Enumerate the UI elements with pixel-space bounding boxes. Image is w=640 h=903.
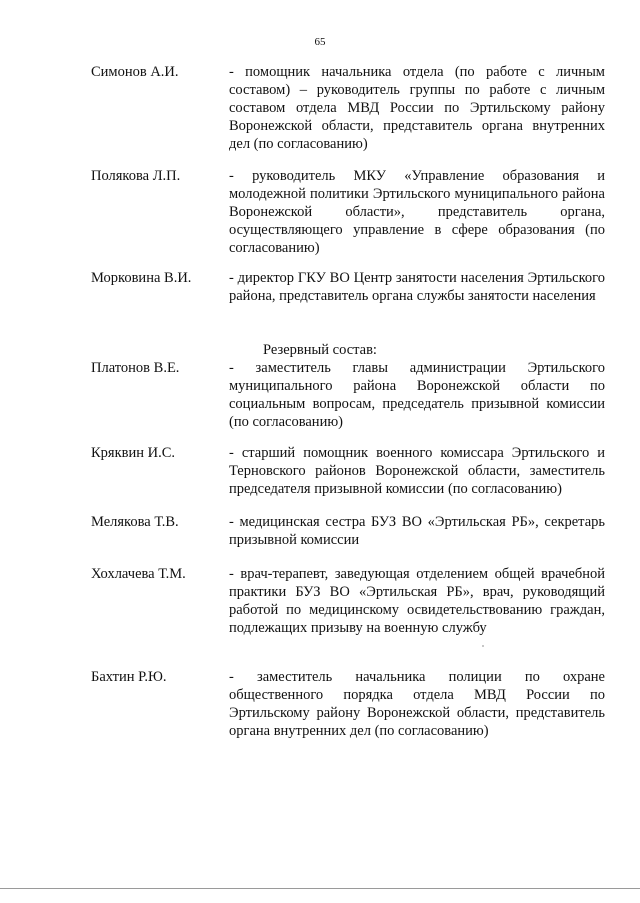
member-name: Платонов В.Е. (91, 360, 180, 376)
scan-artifact-dot (482, 645, 484, 647)
member-description: - заместитель главы администрации Эртильского муниципального района Воронежской области по социальным вопросам, председатель призывной комиссии (по согласованию) (229, 360, 605, 430)
member-name: Симонов А.И. (91, 64, 179, 80)
member-description: - заместитель начальника полиции по охране общественного порядка отдела МВД России по Эртильскому району Воронежской области, представитель органа внутренних дел (по согласованию) (229, 669, 605, 739)
member-description: - помощник начальника отдела (по работе с личным составом) – руководитель группы по работе с личным составом отдела МВД России по Эртильскому району Воронежской области, представитель органа внутренних дел (по согласованию) (229, 64, 605, 152)
member-name: Хохлачева Т.М. (91, 566, 186, 582)
member-name: Полякова Л.П. (91, 168, 181, 184)
member-name: Морковина В.И. (91, 270, 192, 286)
member-description: - старший помощник военного комиссара Эртильского и Терновского районов Воронежской области, заместитель председателя призывной комиссии (по согласованию) (229, 445, 605, 497)
member-name: Бахтин Р.Ю. (91, 669, 167, 685)
member-description: - руководитель МКУ «Управление образования и молодежной политики Эртильского муниципального района Воронежской области», представитель органа, осуществляющего управление в сфере образования (по согласованию) (229, 168, 605, 256)
member-description: - медицинская сестра БУЗ ВО «Эртильская РБ», секретарь призывной комиссии (229, 514, 605, 548)
member-description: - директор ГКУ ВО Центр занятости населения Эртильского района, представитель органа службы занятости населения (229, 270, 605, 304)
page-number: 65 (314, 36, 326, 48)
member-description: - врач-терапевт, заведующая отделением общей врачебной практики БУЗ ВО «Эртильская РБ», врач, руководящий работой по медицинскому освидетельствованию граждан, подлежащих призыву на военную службу (229, 566, 605, 636)
reserve-section-title: Резервный состав: (263, 342, 377, 358)
member-name: Мелякова Т.В. (91, 514, 179, 530)
page-bottom-edge (0, 888, 640, 889)
member-name: Кряквин И.С. (91, 445, 176, 461)
